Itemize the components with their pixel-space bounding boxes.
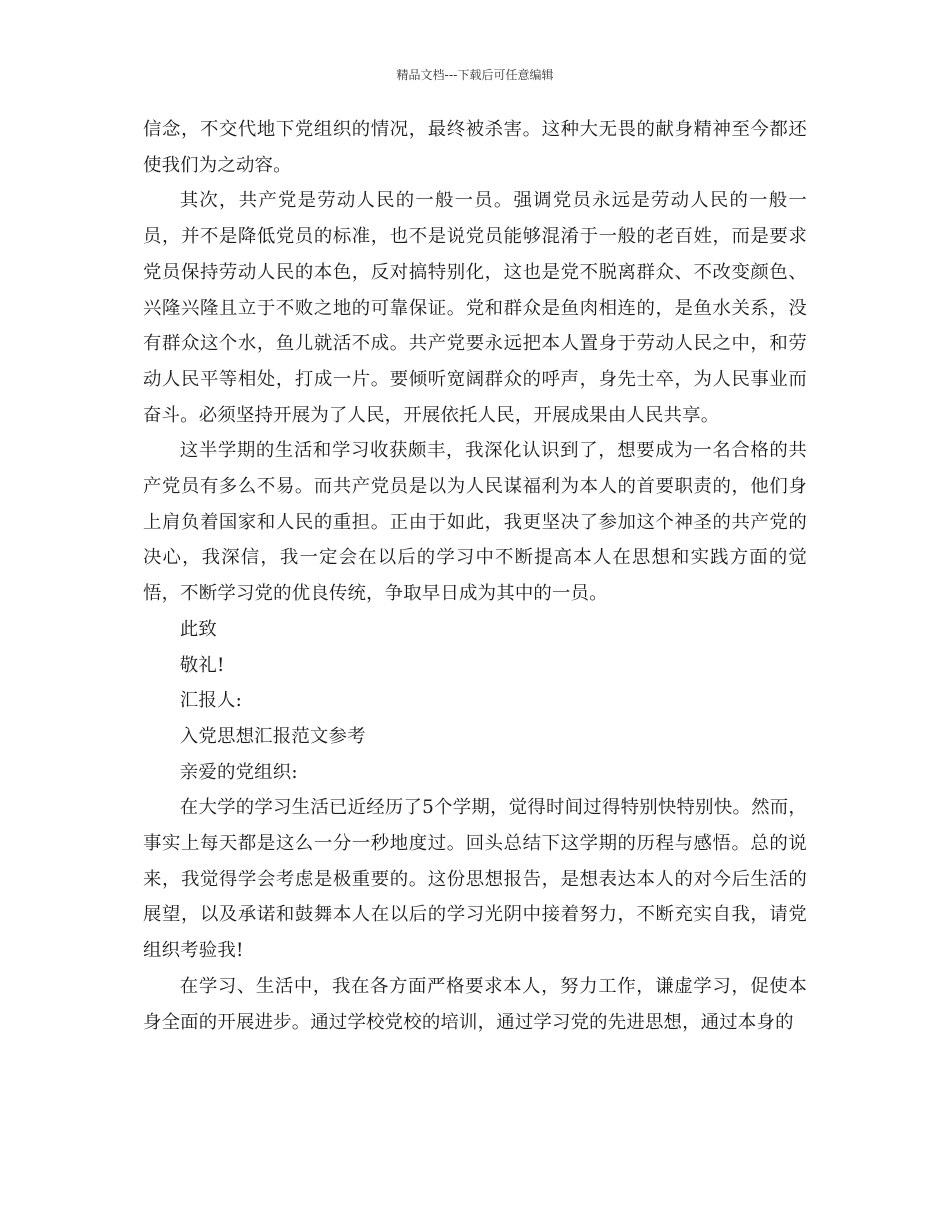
paragraph-1: 信念，不交代地下党组织的情况，最终被杀害。这种大无畏的献身精神至今都还使我们为之动容。 <box>143 119 807 176</box>
paragraph-5: 在学习、生活中，我在各方面严格要求本人，努力工作，谦虚学习，促使本身全面的开展进步。通过学校党校的培训，通过学习党的先进思想，通过本身的 <box>143 975 807 1033</box>
page-header: 精品文档---下载后可任意编辑 <box>396 68 554 82</box>
section-title: 入党思想汇报范文参考 <box>179 725 366 747</box>
reporter-line: 汇报人: <box>179 690 242 712</box>
closing-respect: 敬礼! <box>179 654 225 676</box>
greeting: 亲爱的党组织: <box>179 761 298 783</box>
closing-salutation: 此致 <box>179 618 217 640</box>
document-body <box>143 112 807 1040</box>
paragraph-2: 其次，共产党是劳动人民的一般一员。强调党员永远是劳动人民的一般一员，并不是降低党员的标准，也不是说党员能够混淆于一般的老百姓，而是要求党员保持劳动人民的本色，反对搞特别化，这也是党不脱离群众、不改变颜色、兴隆兴隆且立于不败之地的可靠保证。党和群众是鱼肉相连的，是鱼水关系，没有群众这个水，鱼儿就活不成。共产党要永远把本人置身于劳动人民之中，和劳动人民平等相处，打成一片。要倾听宽阔群众的呼声，身先士卒，为人民事业而奋斗。必须坚持开展为了人民，开展依托人民，开展成果由人民共享。 <box>143 190 807 426</box>
paragraph-3: 这半学期的生活和学习收获颇丰，我深化认识到了，想要成为一名合格的共产党员有多么不易。而共产党员是以为人民谋福利为本人的首要职责的，他们身上肩负着国家和人民的重担。正由于如此，我更坚决了参加这个神圣的共产党的决心，我深信，我一定会在以后的学习中不断提高本人在思想和实践方面的觉悟，不断学习党的优良传统，争取早日成为其中的一员。 <box>143 440 807 605</box>
paragraph-4: 在大学的学习生活已近经历了5个学期，觉得时间过得特别快特别快。然而，事实上每天都是这么一分一秒地度过。回头总结下这学期的历程与感悟。总的说来，我觉得学会考虑是极重要的。这份思想报告，是想表达本人的对今后生活的展望，以及承诺和鼓舞本人在以后的学习光阴中接着努力，不断充实自我，请党组织考验我! <box>143 797 807 962</box>
